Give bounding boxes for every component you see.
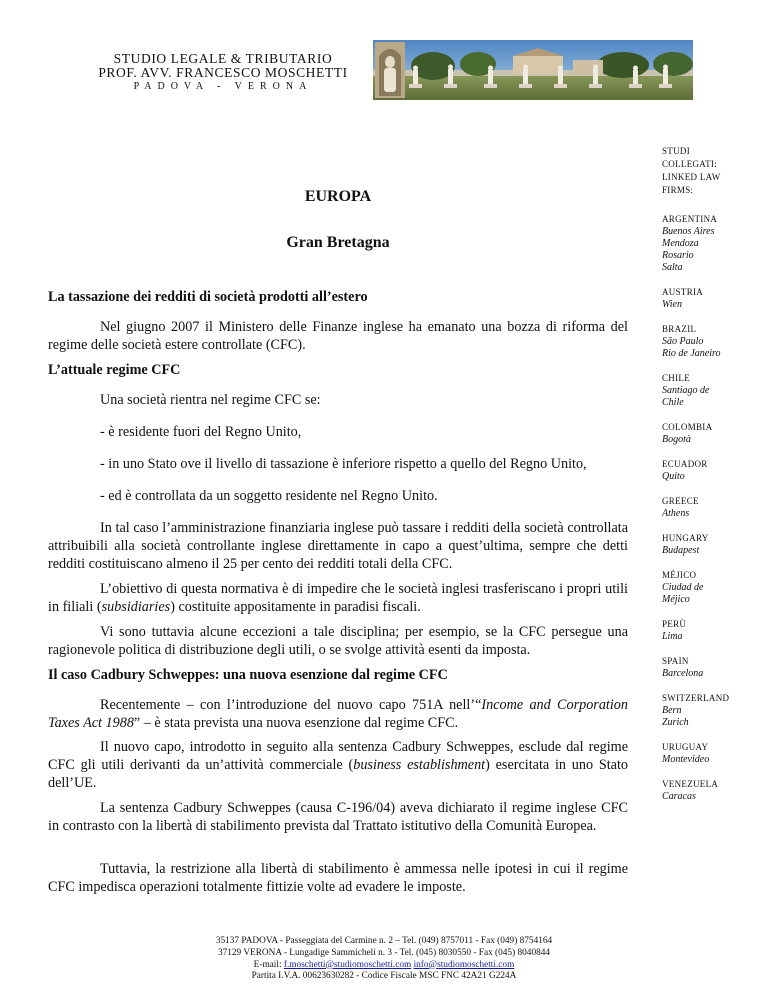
sidebar-country-ecuador	[662, 458, 762, 483]
city-name: Lima	[662, 631, 683, 642]
city-name: Quito	[662, 471, 685, 482]
sidebar-country-brazil	[662, 323, 762, 360]
city-name: Salta	[662, 262, 683, 273]
text-run: ) costituite appositamente in paradisi fiscali.	[170, 599, 421, 615]
paragraph: La sentenza Cadbury Schweppes (causa C-196/04) aveva dichiarato il regime inglese CFC in contrasto con la libertà di stabilimento prevista dal Trattato istitutivo della Comunità Europea.	[48, 800, 628, 834]
list-item: - in uno Stato ove il livello di tassazione è inferiore rispetto a quello del Regno Unito,	[100, 456, 587, 472]
sidebar-country-greece	[662, 495, 762, 520]
sidebar-country-colombia	[662, 421, 762, 446]
city-name: Barcelona	[662, 668, 704, 679]
country-name: AUSTRIA	[662, 287, 704, 297]
document-title: EUROPA	[304, 188, 372, 205]
firm-principal: PROF. AVV. FRANCESCO MOSCHETTI	[98, 65, 348, 80]
city-name: Bern	[662, 705, 682, 716]
city-name: Zurich	[662, 717, 689, 728]
country-name: GREECE	[662, 496, 699, 506]
country-name: ARGENTINA	[662, 214, 718, 224]
paragraph: Nel giugno 2007 il Ministero delle Finanze inglese ha emanato una bozza di riforma del regime delle società estere controllate (CFC).	[48, 319, 628, 353]
sidebar-heading-line: COLLEGATI:	[662, 159, 717, 169]
city-name: Bogotà	[662, 434, 691, 445]
city-name: Ciudad de	[662, 582, 704, 593]
sidebar-country-chile	[662, 372, 762, 409]
country-name: VENEZUELA	[662, 779, 719, 789]
city-name: Caracas	[662, 791, 696, 802]
city-name: Montevideo	[662, 754, 710, 765]
city-name: Santiago de	[662, 385, 710, 396]
country-name: URUGUAY	[662, 742, 709, 752]
paragraph: Una società rientra nel regime CFC se:	[100, 392, 321, 408]
list-item: - è residente fuori del Regno Unito,	[100, 424, 302, 440]
linked-firms-sidebar	[662, 145, 762, 815]
country-name: SPAIN	[662, 656, 689, 666]
text-run-italic: subsidiaries	[101, 599, 171, 615]
document-subtitle: Gran Bretagna	[286, 234, 390, 251]
banner-image	[373, 40, 693, 100]
letterhead	[78, 52, 368, 94]
footer-padova-address: 35137 PADOVA - Passeggiata del Carmine n. 2 – Tel. (049) 8757011 - Fax (049) 8754164	[215, 936, 553, 946]
footer-verona-address: 37129 VERONA - Lungadige Sammicheli n. 3 - Tel. (045) 8030550 - Fax (045) 8040844	[217, 947, 551, 958]
city-name: Rosario	[662, 250, 694, 261]
text-run: Recentemente – con l’introduzione del nuovo capo 751A nell’“	[100, 697, 482, 713]
list-item: - ed è controllata da un soggetto residente nel Regno Unito.	[100, 488, 438, 504]
sidebar-heading-line: FIRMS:	[662, 185, 694, 195]
email-link-moschetti[interactable]: f.moschetti@studiomoschetti.com	[283, 959, 412, 970]
sidebar-country-argentina	[662, 213, 762, 274]
city-name: Athens	[662, 508, 690, 519]
sidebar-country-mejico	[662, 569, 762, 606]
city-name: Wien	[662, 299, 682, 310]
sidebar-country-austria	[662, 286, 762, 311]
firm-locations: PADOVA - VERONA	[133, 81, 313, 92]
paragraph	[48, 580, 628, 616]
text-run: L’obiettivo di questa normativa è di impedire che le società inglesi trasferiscano i propri utili in filiali (	[48, 581, 628, 615]
country-name: CHILE	[662, 373, 690, 383]
paragraph: In tal caso l’amministrazione finanziaria inglese può tassare i redditi della società controllata attribuibili alla società controllante inglese direttamente in capo a quest’ultima, sempre che detti redditi costituiscano almeno il 25 per cento dei redditi totali della CFC.	[48, 520, 628, 572]
sidebar-country-hungary	[662, 532, 762, 557]
country-name: PERÙ	[662, 619, 687, 629]
paragraph: Vi sono tuttavia alcune eccezioni a tale disciplina; per esempio, se la CFC persegue una ragionevole politica di distribuzione degli utili, o se svolge attività esenti da imposta.	[48, 624, 628, 658]
country-name: SWITZERLAND	[662, 693, 730, 703]
text-run: ) esercitata in uno Stato dell’UE.	[48, 757, 629, 791]
paragraph	[48, 738, 628, 792]
section-heading: L’attuale regime CFC	[48, 362, 181, 378]
city-name: Rio de Janeiro	[662, 348, 721, 359]
text-run-italic: business establishment	[353, 757, 486, 773]
country-name: BRAZIL	[662, 324, 697, 334]
city-name: Buenos Aires	[662, 226, 715, 237]
city-name: São Paulo	[662, 336, 704, 347]
footer	[0, 936, 768, 983]
section-heading: Il caso Cadbury Schweppes: una nuova esenzione dal regime CFC	[48, 667, 448, 683]
sidebar-heading	[662, 145, 762, 197]
country-name: COLOMBIA	[662, 422, 713, 432]
sidebar-country-switzerland	[662, 692, 762, 729]
country-name: MÉJICO	[662, 570, 697, 580]
city-name: Budapest	[662, 545, 700, 556]
sidebar-heading-line: STUDI	[662, 146, 690, 156]
text-run-italic: Income and Corporation Taxes Act 1988	[48, 697, 628, 731]
section-heading: La tassazione dei redditi di società prodotti all’estero	[48, 289, 368, 305]
email-link-info[interactable]: info@studiomoschetti.com	[413, 959, 515, 970]
footer-tax-ids: Partita I.V.A. 00623630282 - Codice Fiscale MSC FNC 42A21 G224A	[251, 971, 517, 982]
paragraph: Tuttavia, la restrizione alla libertà di stabilimento è ammessa nelle ipotesi in cui il regime CFC impedisca operazioni totalmente fittizie volte ad evadere le imposte.	[48, 861, 628, 895]
country-name: HUNGARY	[662, 533, 709, 543]
sidebar-heading-line: LINKED LAW	[662, 172, 721, 182]
country-name: ECUADOR	[662, 459, 708, 469]
sidebar-country-peru	[662, 618, 762, 643]
sidebar-country-uruguay	[662, 741, 762, 766]
text-run: ” – è stata prevista una nuova esenzione dal regime CFC.	[133, 715, 459, 731]
city-name: Mendoza	[662, 238, 699, 249]
text-run: Il nuovo capo, introdotto in seguito alla sentenza Cadbury Schweppes, esclude dal regime CFC gli utili derivanti da un’attività commerciale (	[48, 739, 628, 773]
city-name: Chile	[662, 397, 684, 408]
city-name: Méjico	[662, 594, 690, 605]
email-label: E-mail:	[253, 959, 282, 970]
footer-email-line	[0, 960, 768, 972]
paragraph	[48, 696, 628, 732]
firm-name: STUDIO LEGALE & TRIBUTARIO	[113, 51, 333, 66]
sidebar-country-spain	[662, 655, 762, 680]
sidebar-country-venezuela	[662, 778, 762, 803]
